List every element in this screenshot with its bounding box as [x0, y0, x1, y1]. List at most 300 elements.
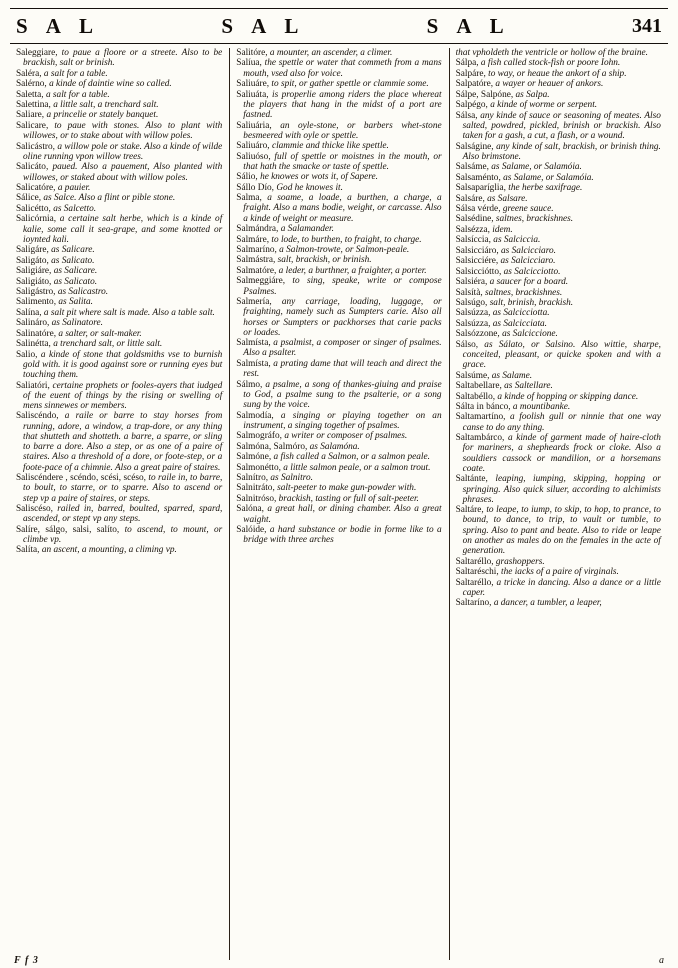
- entry-definition: salt, brackish, or brinish.: [277, 255, 372, 266]
- entry-definition: as Salita.: [58, 297, 93, 308]
- entry-headword: Sálice,: [16, 193, 44, 204]
- dictionary-entry: [16, 48, 222, 69]
- entry-headword: Sálmo,: [236, 379, 266, 390]
- dictionary-entry: [16, 277, 222, 287]
- dictionary-entry: [236, 58, 441, 79]
- entry-definition: any carriage, loading, luggage, or fraighting, namely such as Sumpters carie. Also all horses or Sumpters or packhorses that carie packs or loades.: [243, 297, 442, 338]
- entry-headword: Sállo Dío,: [236, 182, 277, 193]
- page-number: 341: [631, 14, 662, 37]
- entry-definition: a fish called a Salmon, or a salmon peale.: [273, 452, 430, 463]
- entry-headword: Salsúzza,: [455, 318, 493, 329]
- entry-definition: a psalmist, a composer or singer of psalmes. Also a psalter.: [243, 338, 442, 359]
- entry-definition: a hard substance or bodie in forme like to a bridge with three arches: [243, 524, 442, 546]
- dictionary-entry: [236, 245, 441, 255]
- dictionary-entry: [456, 412, 661, 433]
- entry-headword: Salsúme,: [455, 370, 492, 381]
- entry-definition: a dancer, a tumbler, a leaper,: [493, 598, 602, 609]
- entry-headword: Salsózzone,: [455, 329, 503, 340]
- entry-headword: Salsaménto,: [455, 172, 504, 183]
- entry-headword: Saligáto,: [16, 255, 52, 266]
- dictionary-entry: [16, 245, 222, 255]
- dictionary-entry: [236, 380, 441, 411]
- entry-definition: as Salcicciata.: [492, 318, 548, 329]
- dictionary-entry: [236, 183, 441, 193]
- entry-headword: Saltamartíno,: [455, 412, 511, 423]
- entry-definition: as Salciccione.: [502, 329, 558, 340]
- dictionary-entry: [456, 58, 661, 68]
- dictionary-entry: [236, 297, 441, 338]
- entry-definition: greene sauce.: [502, 204, 554, 214]
- dictionary-entry: [16, 256, 222, 266]
- dictionary-entry: [456, 505, 661, 556]
- entry-headword: Saliuáre,: [236, 79, 272, 90]
- entry-headword: Salmográfo,: [236, 431, 285, 442]
- signature-mark: F f 3: [14, 955, 39, 966]
- entry-definition: as Salame.: [491, 370, 533, 381]
- dictionary-entry: [456, 204, 661, 214]
- entry-headword: Salpáre,: [455, 68, 489, 79]
- entry-definition: idem.: [492, 224, 513, 235]
- entry-definition: a kinde of garment made of haire-cloth for mariners, a shepheards frock or cloke. Also a souldiers cassock or mandilion, or a horsemans coate.: [462, 433, 661, 474]
- dictionary-entry: [16, 308, 222, 318]
- entry-headword: Salsítà,: [455, 287, 486, 298]
- entry-headword: Salíua,: [236, 58, 265, 69]
- dictionary-entry: [456, 329, 661, 339]
- dictionary-entry: [236, 483, 441, 493]
- entry-definition: salt-peeter to make gun-powder with.: [277, 483, 417, 494]
- entry-definition: grashoppers.: [495, 556, 545, 567]
- entry-headword: Salicare,: [16, 120, 55, 131]
- entry-definition: God he knowes it.: [276, 182, 343, 193]
- entry-headword: Salma,: [236, 193, 268, 204]
- entry-headword: Saliscéndo,: [16, 411, 65, 422]
- dictionary-entry: [16, 266, 222, 276]
- dictionary-entry: [236, 121, 441, 142]
- entry-definition: as Salamóna.: [309, 441, 360, 452]
- entry-headword: Salicétto,: [16, 203, 54, 214]
- entry-definition: to sing, speake, write or compose Psalmes.: [243, 276, 442, 297]
- entry-headword: Sálsa vérde,: [455, 204, 503, 214]
- entry-definition: as Salcicciaro.: [500, 256, 556, 267]
- dictionary-entry: [16, 329, 222, 339]
- entry-definition: a little salmon peale, or a salmon trout.: [283, 462, 431, 473]
- entry-definition: a leder, a burthner, a fraighter, a porter.: [278, 265, 427, 276]
- dictionary-entry: [16, 142, 222, 163]
- entry-headword: Salmóna, Salmóro,: [236, 441, 310, 452]
- entry-definition: a kinde of hopping or skipping dance.: [497, 391, 639, 402]
- dictionary-entry: [456, 214, 661, 224]
- entry-headword: Salíre, sálgo, salsi, salíto,: [16, 524, 125, 535]
- dictionary-entry: [16, 339, 222, 349]
- entry-definition: as Salicato.: [53, 276, 98, 287]
- dictionary-entry: [456, 142, 661, 163]
- dictionary-entry: [236, 235, 441, 245]
- entry-headword: Saltabéllo,: [455, 391, 498, 402]
- entry-definition: the iacks of a paire of virginals.: [501, 567, 619, 578]
- running-head-right: S A L: [426, 13, 511, 38]
- entry-headword: Sálpa,: [455, 58, 481, 69]
- dictionary-entry: [16, 287, 222, 297]
- dictionary-entry: [456, 69, 661, 79]
- entry-headword: Salio,: [16, 349, 41, 360]
- entry-headword: Saltaréllo,: [455, 577, 497, 588]
- entry-headword: Salsézza,: [455, 224, 493, 235]
- entry-definition: to lode, to burthen, to fraight, to charge.: [271, 234, 422, 245]
- dictionary-entry: [456, 100, 661, 110]
- dictionary-entry: [456, 474, 661, 505]
- entry-headword: Saltaréschi,: [455, 567, 502, 578]
- entry-definition: to paue with stones. Also to plant with willowes, or to stake about with willow poles.: [23, 120, 223, 142]
- dictionary-entry: [456, 381, 661, 391]
- dictionary-entry: [456, 246, 661, 256]
- column-center: [229, 48, 448, 960]
- entry-definition: to spit, or gather spettle or clammie some.: [271, 79, 429, 90]
- dictionary-entry: [456, 277, 661, 287]
- entry-headword: Saliscéndere , scéndo, scési, scéso,: [16, 473, 149, 484]
- entry-headword: Salmástra,: [236, 255, 278, 266]
- entry-headword: Saliscéso,: [16, 504, 58, 515]
- entry-headword: Sálsa,: [455, 110, 481, 121]
- dictionary-entry: [456, 567, 661, 577]
- dictionary-entry: [16, 381, 222, 412]
- dictionary-entry: [456, 183, 661, 193]
- dictionary-entry: [16, 525, 222, 546]
- entry-headword: Saltambárco,: [455, 433, 508, 444]
- dictionary-entry: [456, 267, 661, 277]
- entry-definition: saltnes, brackishnes.: [485, 287, 563, 298]
- entry-definition: as Salicastro.: [57, 286, 109, 297]
- entry-definition: the herbe saxifrage.: [508, 183, 583, 194]
- entry-definition: is properlie among riders the place whereat the players that hang in the midst of a port are fastned.: [243, 89, 442, 121]
- entry-headword: Saléra,: [16, 68, 44, 79]
- entry-definition: clammie and thicke like spettle.: [271, 141, 389, 152]
- entry-headword: Salsicciótto,: [455, 266, 504, 277]
- dictionary-entry: [16, 100, 222, 110]
- entry-headword: Salsiéra,: [455, 277, 490, 288]
- entry-definition: a soame, a loade, a burthen, a charge, a fraight. Also a mans bodie, weight, or carcasse. Also a kinde of weight or measure.: [243, 193, 442, 224]
- entry-definition: any kinde of sauce or seasoning of meates. Also salted, powdred, pickled, brinish or brackish. Also taken for a gash, a cut, a flash, or a wound.: [462, 110, 661, 142]
- entry-definition: a salt for a table.: [43, 68, 108, 79]
- entry-definition: saltnes, brackishnes.: [495, 214, 574, 225]
- entry-headword: Salicáto,: [16, 162, 53, 173]
- dictionary-entry: [16, 162, 222, 183]
- dictionary-entry: [236, 504, 441, 525]
- entry-definition: an ascent, a mounting, a climing vp.: [41, 545, 177, 556]
- dictionary-entry: [236, 525, 441, 546]
- dictionary-entry: [456, 340, 661, 371]
- entry-definition: to raile in, to barre, to boult, to starre, or to sparre. Also to ascend or step vp a paire of staires, or steps.: [23, 473, 223, 504]
- entry-headword: Saligástro,: [16, 286, 58, 297]
- entry-definition: as Salicare.: [51, 245, 95, 256]
- entry-headword: Salicórnia,: [16, 214, 60, 225]
- running-head-center: S A L: [221, 13, 306, 38]
- entry-headword: Salmonétto,: [236, 462, 284, 473]
- entry-headword: Salsédine,: [455, 214, 496, 225]
- dictionary-entry: [236, 359, 441, 380]
- dictionary-entry: [236, 473, 441, 483]
- entry-definition: a prating dame that will teach and direct the rest.: [243, 358, 442, 380]
- entry-definition: a raile or barre to stay horses from running, adore, a window, a trap-dore, or any thing that shutteth and shotteth. a barre, a sparre, or sling to barre a dore. Also a step, or as one of a paire of staires. Also a threshold of a dore, or foote-step, or a foote-pace of a chimnie. Also a great paire of staires.: [23, 411, 223, 473]
- entry-definition: a fish called stock-fish or poore Iohn.: [480, 58, 621, 69]
- entry-definition: a psalme, a song of thankes-giuing and praise to God, a psalme sung to the psalterie, or a song sung by the voice.: [243, 379, 442, 411]
- entry-headword: Salnitróso,: [236, 493, 279, 504]
- entry-headword: Salmeggiáre,: [236, 276, 293, 287]
- dictionary-entry: [236, 442, 441, 452]
- entry-definition: a pauier.: [57, 182, 91, 193]
- entry-headword: Salsúzza,: [455, 308, 493, 319]
- dictionary-entry: [16, 350, 222, 381]
- entry-headword: Saltáre,: [455, 505, 487, 516]
- entry-headword: Salóide,: [236, 524, 270, 535]
- entry-headword: Saliatóri,: [16, 380, 53, 391]
- entry-headword: Salmándra,: [236, 224, 281, 235]
- dictionary-entry: [456, 173, 661, 183]
- entry-headword: Salmáre,: [236, 234, 272, 245]
- dictionary-entry: [236, 452, 441, 462]
- entry-headword: Salicatóre,: [16, 182, 58, 193]
- entry-headword: Salitóre,: [236, 48, 270, 58]
- entry-definition: as Salame, or Salamóia.: [503, 172, 594, 183]
- dictionary-entry: [236, 255, 441, 265]
- entry-headword: Salettina,: [16, 100, 54, 110]
- dictionary-entry: [16, 473, 222, 504]
- entry-headword: Sálio,: [236, 172, 261, 183]
- page-footer: [0, 955, 678, 966]
- entry-headword: Salinétta,: [16, 339, 54, 350]
- dictionary-entry: [236, 79, 441, 89]
- dictionary-entry: [456, 371, 661, 381]
- entry-headword: Salsicciére,: [455, 256, 501, 267]
- dictionary-entry: [456, 256, 661, 266]
- entry-definition: to paue a floore or a streete. Also to be brackish, salt or brinish.: [23, 48, 223, 69]
- dictionary-entry: [456, 111, 661, 142]
- dictionary-entry: [456, 319, 661, 329]
- dictionary-entry: [456, 90, 661, 100]
- dictionary-entry: [236, 90, 441, 121]
- entry-headword: Salóna,: [236, 504, 268, 515]
- entry-headword: Salsúgo,: [455, 297, 490, 308]
- entry-headword: Saliare,: [16, 110, 47, 121]
- dictionary-entry: [236, 431, 441, 441]
- entry-headword: Sálpe, Salpóne,: [455, 89, 516, 100]
- dictionary-entry: [456, 578, 661, 599]
- entry-headword: Saleggiare,: [16, 48, 62, 58]
- entry-headword: Salmería,: [236, 297, 282, 307]
- entry-definition: salt, brinish, brackish.: [489, 297, 574, 308]
- entry-definition: a little salt, a trenchard salt.: [53, 100, 159, 110]
- entry-headword: Saltánte,: [455, 474, 496, 485]
- dictionary-entry: [16, 214, 222, 245]
- entry-headword: Salináro,: [16, 318, 52, 329]
- entry-headword: Salsaparíglia,: [455, 183, 509, 194]
- entry-headword: Salmodía,: [236, 410, 281, 421]
- entry-headword: Salicástro,: [16, 141, 58, 152]
- dictionary-entry: [16, 204, 222, 214]
- dictionary-entry: [456, 402, 661, 412]
- entry-definition: a wayer or heauer of ankors.: [495, 79, 604, 90]
- entry-headword: Sálta in bánco,: [455, 401, 513, 412]
- entry-definition: a writer or composer of psalmes.: [284, 431, 408, 442]
- column-left: [10, 48, 229, 960]
- entry-definition: certaine prophets or fooles-ayers that iudged of the euent of things by the rising or swelling of mens sinnewes or members.: [23, 380, 223, 411]
- entry-definition: a salter, or salt-maker.: [58, 328, 142, 339]
- dictionary-entry: [16, 121, 222, 142]
- dictionary-entry: [16, 183, 222, 193]
- entry-definition: brackish, tasting or full of salt-peeter.: [278, 493, 419, 504]
- dictionary-entry: [236, 463, 441, 473]
- entry-headword: Salína,: [16, 307, 44, 318]
- entry-headword: Salinatóre,: [16, 328, 59, 339]
- entry-definition: full of spettle or moistnes in the mouth, or that hath the smacke or taste of spettle.: [243, 151, 442, 172]
- entry-definition: a Salamander.: [280, 224, 334, 235]
- entry-headword: Salságine,: [455, 141, 497, 152]
- dictionary-entry: [236, 172, 441, 182]
- entry-headword: Salmóne,: [236, 452, 274, 463]
- entry-definition: a mountibanke.: [512, 401, 571, 412]
- entry-definition: as Salinatore.: [51, 318, 103, 329]
- dictionary-entry: [236, 266, 441, 276]
- running-head: [10, 8, 668, 44]
- entry-definition: to ascend, to mount, or climbe vp.: [23, 524, 223, 545]
- dictionary-entry: [456, 235, 661, 245]
- entry-definition: a singing or playing together on an instrument, a singing together of psalmes.: [243, 410, 442, 431]
- entry-headword: Salpatóre,: [455, 79, 496, 90]
- entry-headword: Salmísta,: [236, 358, 274, 369]
- dictionary-entry: [456, 433, 661, 474]
- entry-headword: Saliuáta,: [236, 89, 272, 100]
- entry-definition: the spettle or water that commeth from a mans mouth, vsed also for voice.: [243, 58, 442, 79]
- dictionary-entry: [236, 494, 441, 504]
- entry-definition: as Salnitro.: [270, 472, 313, 483]
- entry-headword: Salérno,: [16, 79, 50, 90]
- entry-headword: Saltaréllo,: [455, 556, 496, 567]
- entry-definition: that vpholdeth the ventricle or hollow of the braine.: [455, 48, 648, 58]
- entry-definition: a princelie or stately banquet.: [46, 110, 159, 121]
- entry-definition: a great hall, or dining chamber. Also a great waight.: [243, 504, 442, 525]
- dictionary-entry: [16, 297, 222, 307]
- dictionary-entry: [456, 79, 661, 89]
- entry-headword: Salsáme,: [455, 162, 492, 173]
- entry-definition: as Salcicciotta.: [492, 308, 550, 319]
- dictionary-entry: [456, 194, 661, 204]
- entry-definition: to way, or heaue the ankort of a ship.: [488, 68, 627, 79]
- entry-headword: Salimento,: [16, 297, 59, 308]
- entry-definition: to leape, to iump, to skip, to hop, to prance, to bound, to dance, to trip, to vault or tumble, to spring. Also to pant and beate. Also to ride or leape on another as males do on the females in the acte of generation.: [462, 505, 661, 557]
- entry-definition: a saucer for a board.: [489, 277, 569, 288]
- dictionary-entry: [456, 308, 661, 318]
- entry-headword: Sálso,: [455, 339, 485, 350]
- entry-headword: Saliuária,: [236, 120, 281, 131]
- entry-definition: he knowes or wots it, of Sapere.: [260, 172, 378, 183]
- entry-headword: Saliuáro,: [236, 141, 272, 152]
- dictionary-entry: [236, 48, 441, 58]
- entry-definition: a mounter, an ascender, a climer.: [269, 48, 393, 58]
- entry-headword: Salmísta,: [236, 338, 274, 349]
- entry-definition: an oyle-stone, or barbers whet-stone besmeered with oyle or spettle.: [243, 120, 442, 141]
- dictionary-entry: [16, 79, 222, 89]
- entry-definition: as Salcicciotto.: [503, 266, 561, 277]
- entry-definition: as Salicare.: [53, 266, 98, 277]
- entry-definition: leaping, iumping, skipping, hopping or springing. Also quick siluer, according to alchimists phrases.: [462, 474, 661, 505]
- entry-headword: Salsáre,: [455, 193, 488, 204]
- entry-definition: a salt for a table.: [45, 89, 110, 100]
- dictionary-entry: [16, 90, 222, 100]
- entry-headword: Salmatóre,: [236, 265, 279, 276]
- dictionary-entry: [456, 298, 661, 308]
- dictionary-entry: [236, 224, 441, 234]
- entry-definition: a kinde of daintie wine so called.: [49, 79, 172, 90]
- entry-headword: Saltaríno,: [455, 598, 494, 609]
- entry-definition: as Salame, or Salamóia.: [491, 162, 582, 173]
- entry-definition: as Saltellare.: [504, 381, 553, 392]
- entry-headword: Salnitráto,: [236, 483, 278, 494]
- entry-definition: as Salcetto.: [53, 203, 97, 214]
- entry-definition: a foolish gull or ninnie that one way canse to do any thing.: [462, 412, 661, 433]
- entry-definition: paued. Also a pauement, Also planted with willowes, or staked about with willow poles.: [23, 162, 223, 183]
- entry-definition: a kinde of worme or serpent.: [490, 100, 598, 111]
- entry-definition: as Salciccia.: [493, 235, 541, 246]
- entry-headword: Salmaríno,: [236, 245, 280, 255]
- entry-definition: a certaine salt herbe, which is a kinde of kalie, some call it sea-grape, and some knotted or ioynted kali.: [23, 214, 223, 245]
- dictionary-entry: [16, 318, 222, 328]
- dictionary-entry: [456, 288, 661, 298]
- dictionary-entry: [236, 276, 441, 297]
- entry-definition: a kinde of stone that goldsmiths vse to burnish gold with. it is good against sore or running eyes but touching them.: [23, 349, 223, 381]
- text-columns: [10, 48, 668, 960]
- entry-definition: as Salcicciaro.: [501, 245, 556, 256]
- dictionary-entry: [16, 110, 222, 120]
- entry-headword: Saliuóso,: [236, 151, 275, 162]
- entry-headword: Salíta,: [16, 545, 42, 556]
- entry-definition: any kinde of salt, brackish, or brinish thing. Also brimstone.: [462, 141, 661, 162]
- entry-definition: a salt pit where salt is made. Also a table salt.: [43, 307, 215, 318]
- entry-definition: as Salpa.: [515, 89, 550, 100]
- dictionary-entry: [456, 557, 661, 567]
- dictionary-entry: [236, 411, 441, 432]
- dictionary-entry: [236, 193, 441, 224]
- dictionary-entry: [16, 69, 222, 79]
- entry-definition: a tricke in dancing. Also a dance or a little caper.: [462, 577, 661, 598]
- entry-definition: as Sálato, or Salsino. Also wittie, sharpe, conceited, pleasant, or quicke spoken and with a grace.: [462, 339, 661, 371]
- dictionary-entry: [456, 162, 661, 172]
- dictionary-entry: [16, 504, 222, 525]
- catchword: a: [659, 955, 664, 966]
- dictionary-entry: [236, 152, 441, 173]
- entry-headword: Saligiáre,: [16, 266, 54, 277]
- entry-definition: a trenchard salt, or little salt.: [53, 339, 163, 350]
- running-head-left: S A L: [16, 13, 101, 38]
- dictionary-entry: [456, 392, 661, 402]
- dictionary-entry: [236, 338, 441, 359]
- entry-definition: as Salicato.: [51, 255, 95, 266]
- entry-definition: as Salsare.: [487, 193, 528, 204]
- dictionary-entry: [456, 225, 661, 235]
- dictionary-entry: [456, 48, 661, 58]
- entry-headword: Saltabellare,: [455, 381, 505, 392]
- entry-headword: Saletta,: [16, 89, 46, 100]
- dictionary-entry: [16, 545, 222, 555]
- entry-headword: Salpégo,: [455, 100, 491, 111]
- entry-definition: railed in, barred, boulted, sparred, spard, ascended, or stept vp any steps.: [23, 504, 223, 525]
- entry-headword: Salsíccia,: [455, 235, 494, 246]
- dictionary-entry: [16, 411, 222, 473]
- entry-definition: a willow pole or stake. Also a kinde of wilde oline running vpon willow trees.: [23, 141, 223, 162]
- entry-headword: Salnítro,: [236, 472, 271, 483]
- entry-definition: as Salce. Also a flint or pible stone.: [43, 193, 176, 204]
- entry-headword: Saligáre,: [16, 245, 52, 256]
- entry-headword: Salsicciáro,: [455, 245, 502, 256]
- column-right: [449, 48, 668, 960]
